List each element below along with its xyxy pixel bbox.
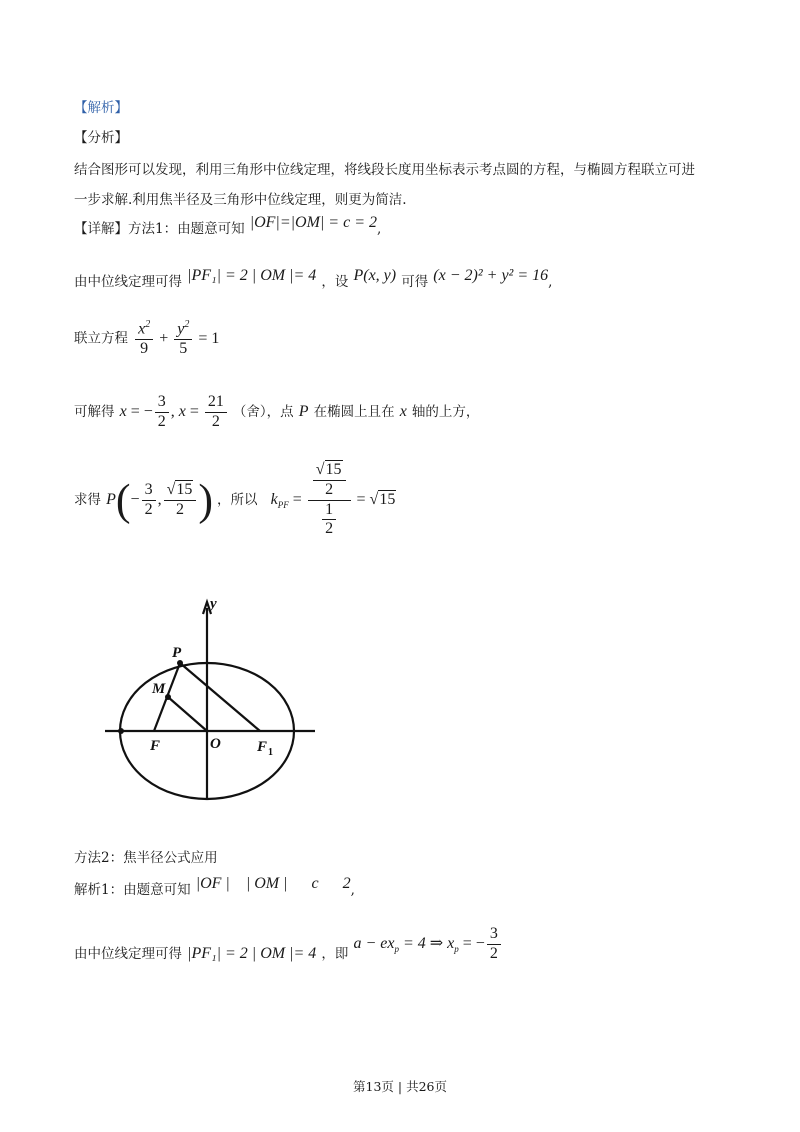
label-f: F xyxy=(150,738,161,754)
lianli-text: 联立方程 xyxy=(74,330,128,347)
point-p-result: P(− $\frac{3}{2}$ , $\frac{√15}{2}$ ) xyxy=(106,475,213,525)
method1-intro: 方法1：由题意可知 xyxy=(128,221,245,237)
p-on-ellipse-text: 在椭圆上且在 xyxy=(313,403,395,420)
label-f1: F xyxy=(257,739,268,755)
ji-text: ，即 xyxy=(321,945,349,962)
ellipse-equation: $\frac{x^2}{9}$ + $\frac{y^2}{5}$ = 1 xyxy=(133,330,219,347)
page-footer: 第13页 | 共26页 xyxy=(353,1079,447,1094)
left-vertex-dot xyxy=(118,728,124,734)
focal-equation: $a - ex_p = 4$ ⇒ $x_p$ = − $\frac{3}{2}$ xyxy=(353,935,502,952)
suoyi-text: ，所以 xyxy=(217,491,258,508)
point-m-dot xyxy=(165,694,171,700)
point-p-xy: P(x, y) xyxy=(353,267,397,284)
method1-line: 【详解】方法1：由题意可知 |OF|=|OM| = c = 2, xyxy=(74,214,382,237)
pf1-equation: |PF₁| = 2 | OM |= 4 xyxy=(187,267,317,284)
circle-equation: (x − 2)² + y² = 16 xyxy=(433,267,549,284)
method1-equation: |OF|=|OM| = c = 2 xyxy=(249,214,377,231)
above-axis-text: 轴的上方， xyxy=(411,403,480,420)
section-fenxi: 【分析】 xyxy=(74,130,128,146)
jiexi1-line: 解析1：由题意可知 |OF | | OM | c 2, xyxy=(74,875,355,898)
analysis-line-2: 一步求解.利用焦半径及三角形中位线定理，则更为简洁. xyxy=(74,192,407,208)
label-f1-sub: 1 xyxy=(268,747,273,758)
xiangjie-label: 【详解】 xyxy=(74,221,128,237)
result-line xyxy=(74,462,396,538)
label-p: P xyxy=(172,645,182,661)
segment-mo xyxy=(168,697,207,731)
label-m: M xyxy=(152,681,166,697)
jiexi1-text: 解析1：由题意可知 xyxy=(74,882,191,898)
set-text: ，设 xyxy=(321,274,349,290)
section-jiexi: 【解析】 xyxy=(74,100,128,116)
focal-line xyxy=(74,925,503,973)
midline-line: 由中位线定理可得 |PF₁| = 2 | OM |= 4 ，设 P(x, y) 可得 (x − 2)² + y² = 16, xyxy=(74,267,553,290)
pf1-equation-2: |PF₁| = 2 | OM |= 4 xyxy=(187,944,317,962)
slope-equation: $k_{PF}$ = $\frac{\frac{√15}{2}}{\frac{1}{2}}$ = √15 xyxy=(270,461,396,538)
x-solutions: x = − $\frac{3}{2}$ , x = $\frac{21}{2}$ xyxy=(120,403,233,420)
kejie-text: 可解得 xyxy=(74,403,115,420)
she-text: （舍），点 xyxy=(232,403,294,420)
point-p: P xyxy=(298,402,309,420)
ellipse-diagram xyxy=(100,588,320,808)
keyi-text: 可得 xyxy=(401,274,429,290)
midline-text-2: 由中位线定理可得 xyxy=(74,945,182,962)
analysis-line-1: 结合图形可以发现，利用三角形中位线定理，将线段长度用坐标表示考点圆的方程，与椭圆方程联立可进 xyxy=(74,162,695,178)
label-y: y xyxy=(210,596,217,612)
solve-line xyxy=(74,394,479,431)
method2-title: 方法2：焦半径公式应用 xyxy=(74,850,218,866)
midline-text: 由中位线定理可得 xyxy=(74,274,182,290)
ellipse-line xyxy=(74,320,219,358)
x-axis-symbol: x xyxy=(399,402,407,420)
qiude-text: 求得 xyxy=(74,491,101,508)
label-o: O xyxy=(210,736,221,752)
segment-pf1 xyxy=(180,663,260,731)
jiexi1-equation: |OF | | OM | c 2 xyxy=(195,875,351,892)
